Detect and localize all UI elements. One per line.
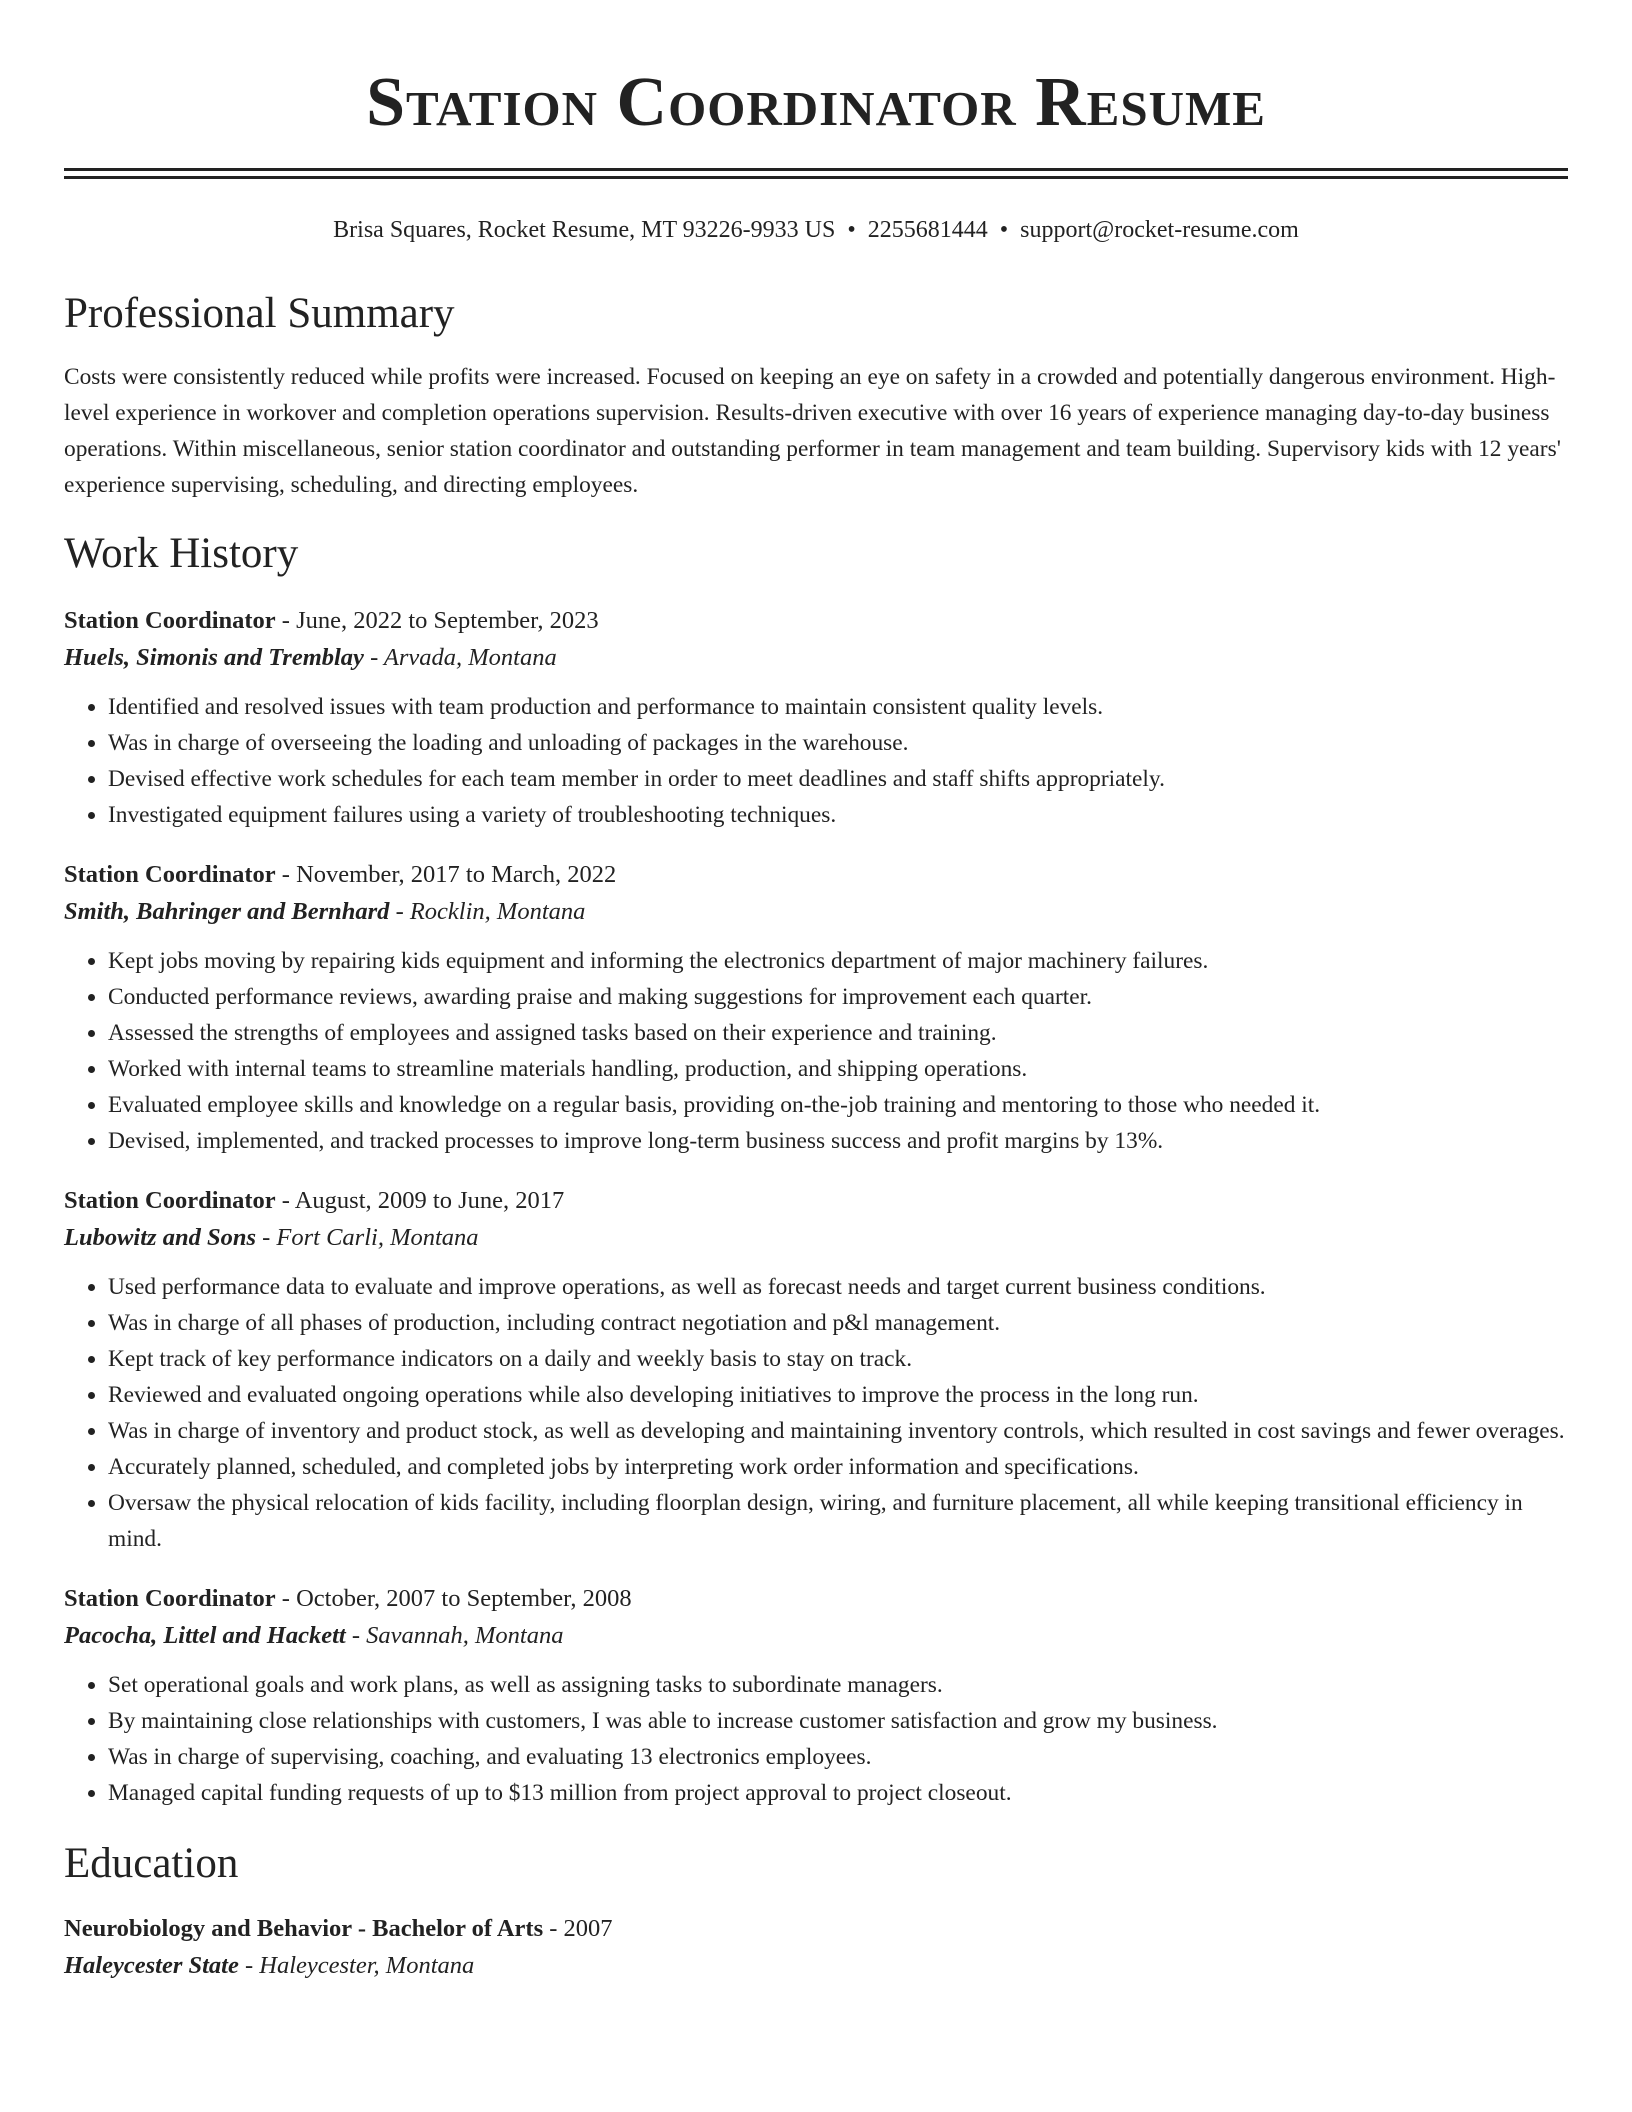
contact-phone: 2255681444 — [867, 217, 988, 243]
job-bullets — [64, 1269, 1568, 1557]
job-title-line — [64, 1581, 1568, 1617]
company-line — [64, 893, 1568, 931]
contact-separator: • — [847, 217, 856, 243]
job-dates: - August, 2009 to June, 2017 — [275, 1187, 565, 1214]
list-item: • Kept jobs moving by repairing kids equipment and informing the electronics department of major machinery failures. — [108, 943, 1568, 979]
list-item: • Set operational goals and work plans, as well as assigning tasks to subordinate managers. — [108, 1667, 1568, 1703]
job-title: Station Coordinator — [64, 1585, 276, 1612]
list-item: • Reviewed and evaluated ongoing operations while also developing initiatives to improve the process in the long run. — [108, 1377, 1568, 1413]
list-item: • Identified and resolved issues with team production and performance to maintain consistent quality levels. — [108, 689, 1568, 725]
education-entry — [64, 1911, 1568, 1985]
company-name: Pacocha, Littel and Hackett — [64, 1622, 346, 1649]
education-heading: Education — [64, 1840, 239, 1887]
list-item: • Evaluated employee skills and knowledge on a regular basis, providing on-the-job training and mentoring to those who needed it. — [108, 1087, 1568, 1123]
list-item: • Used performance data to evaluate and improve operations, as well as forecast needs and target current business conditions. — [108, 1269, 1568, 1305]
job-entry — [64, 603, 1568, 833]
list-item: • Devised effective work schedules for each team member in order to meet deadlines and staff shifts appropriately. — [108, 761, 1568, 797]
list-item: • Was in charge of supervising, coaching, and evaluating 13 electronics employees. — [108, 1739, 1568, 1775]
degree-name: Neurobiology and Behavior - Bachelor of Arts — [64, 1915, 544, 1942]
company-location: - Savannah, Montana — [345, 1622, 564, 1649]
title-rule-bottom — [64, 176, 1568, 179]
company-location: - Fort Carli, Montana — [256, 1224, 479, 1251]
list-item: • Worked with internal teams to streamline materials handling, production, and shipping operations. — [108, 1051, 1568, 1087]
job-title: Station Coordinator — [64, 607, 276, 634]
company-line — [64, 1617, 1568, 1655]
degree-line — [64, 1911, 1568, 1947]
work-history-heading: Work History — [64, 530, 299, 577]
list-item: • Investigated equipment failures using a variety of troubleshooting techniques. — [108, 797, 1568, 833]
list-item: • Managed capital funding requests of up to $13 million from project approval to project closeout. — [108, 1775, 1568, 1811]
school-line — [64, 1947, 1568, 1985]
list-item: • Devised, implemented, and tracked processes to improve long-term business success and profit margins by 13%. — [108, 1123, 1568, 1159]
job-dates: - June, 2022 to September, 2023 — [275, 607, 599, 634]
contact-address: Brisa Squares, Rocket Resume, MT 93226-9933 US — [333, 217, 836, 243]
job-title: Station Coordinator — [64, 1187, 276, 1214]
contact-separator: • — [999, 217, 1009, 243]
title-rule-top — [64, 168, 1568, 171]
resume-title: Station Coordinator Resume — [366, 64, 1266, 141]
job-title: Station Coordinator — [64, 861, 276, 888]
school-name: Haleycester State — [64, 1952, 239, 1979]
company-line — [64, 1219, 1568, 1257]
job-bullets — [64, 689, 1568, 833]
company-name: Lubowitz and Sons — [64, 1224, 256, 1251]
list-item: • Accurately planned, scheduled, and completed jobs by interpreting work order information and specifications. — [108, 1449, 1568, 1485]
list-item: • Was in charge of overseeing the loading and unloading of packages in the warehouse. — [108, 725, 1568, 761]
job-title-line — [64, 603, 1568, 639]
company-location: - Rocklin, Montana — [389, 898, 586, 925]
list-item: • Oversaw the physical relocation of kids facility, including floorplan design, wiring, and furniture placement, all while keeping transitional efficiency in mind. — [108, 1485, 1568, 1557]
job-bullets — [64, 943, 1568, 1159]
job-title-line — [64, 857, 1568, 893]
list-item: • Was in charge of all phases of production, including contract negotiation and p&l management. — [108, 1305, 1568, 1341]
job-dates: - November, 2017 to March, 2022 — [275, 861, 617, 888]
school-location: - Haleycester, Montana — [238, 1952, 475, 1979]
degree-year: - 2007 — [543, 1915, 613, 1942]
list-item: • By maintaining close relationships with customers, I was able to increase customer satisfaction and grow my business. — [108, 1703, 1568, 1739]
contact-email: support@rocket-resume.com — [1020, 217, 1299, 243]
job-title-line — [64, 1183, 1568, 1219]
summary-text: Costs were consistently reduced while profits were increased. Focused on keeping an eye on safety in a crowded and potentially dangerous environment. High-level experience in workover and completion operations supervision. Results-driven executive with over 16 years of experience managing day-to-day business operations. Within miscellaneous, senior station coordinator and outstanding performer in team management and team building. Supervisory kids with 12 years' experience supervising, scheduling, and directing employees. — [64, 364, 1561, 498]
job-dates: - October, 2007 to September, 2008 — [275, 1585, 632, 1612]
job-entry — [64, 1581, 1568, 1811]
list-item: • Conducted performance reviews, awarding praise and making suggestions for improvement each quarter. — [108, 979, 1568, 1015]
list-item: • Assessed the strengths of employees and assigned tasks based on their experience and training. — [108, 1015, 1568, 1051]
contact-line — [64, 215, 1568, 245]
company-line — [64, 639, 1568, 677]
list-item: • Was in charge of inventory and product stock, as well as developing and maintaining inventory controls, which resulted in cost savings and fewer overages. — [108, 1413, 1568, 1449]
job-entry — [64, 1183, 1568, 1557]
summary-heading: Professional Summary — [64, 290, 455, 337]
job-entry — [64, 857, 1568, 1159]
list-item: • Kept track of key performance indicators on a daily and weekly basis to stay on track. — [108, 1341, 1568, 1377]
company-name: Smith, Bahringer and Bernhard — [64, 898, 390, 925]
company-name: Huels, Simonis and Tremblay — [64, 644, 364, 671]
company-location: - Arvada, Montana — [363, 644, 557, 671]
job-bullets — [64, 1667, 1568, 1811]
